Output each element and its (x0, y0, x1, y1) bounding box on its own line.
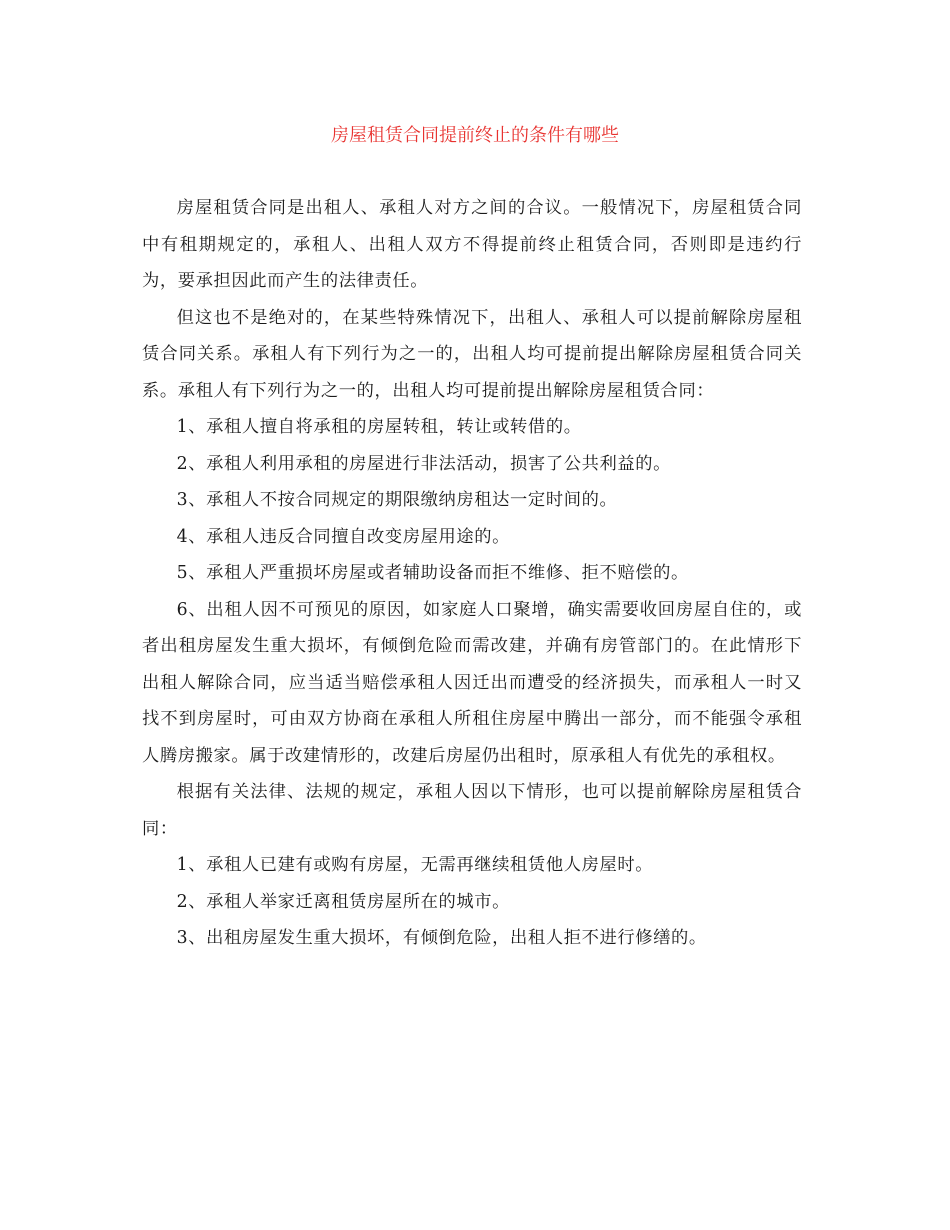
document-title: 房屋租赁合同提前终止的条件有哪些 (331, 125, 619, 146)
list-item-lessee-2: 2、承租人举家迁离租赁房屋所在的城市。 (176, 891, 511, 912)
list-item-lessor-6: 6、出租人因不可预见的原因，如家庭人口聚增，确实需要收回房屋自住的，或者出租房屋发生重大损坏，有倾倒危险而需改建，并确有房管部门的。在此情形下出租人解除合同，应当适当赔偿承租人因迁出而遭受的经济损失，而承租人一时又找不到房屋时，可由双方协商在承租人所租住房屋中腾出一部分，而不能强令承租人腾房搬家。属于改建情形的，改建后房屋仍出租时，原承租人有优先的承租权。 (142, 599, 802, 766)
list-item-lessor-3: 3、承租人不按合同规定的期限缴纳房租达一定时间的。 (176, 490, 618, 510)
document-body (142, 190, 802, 957)
list-item-lessor-1: 1、承租人擅自将承租的房屋转租，转让或转借的。 (176, 417, 582, 437)
list-item-lessee-1: 1、承租人已建有或购有房屋，无需再继续租赁他人房屋时。 (176, 855, 654, 875)
paragraph-intro: 房屋租赁合同是出租人、承租人对方之间的合议。一般情况下，房屋租赁合同中有租期规定的，承租人、出租人双方不得提前终止租赁合同，否则即是违约行为，要承担因此而产生的法律责任。 (142, 198, 802, 291)
list-item-lessor-4: 4、承租人违反合同擅自改变房屋用途的。 (176, 526, 511, 547)
list-item-lessee-3: 3、出租房屋发生重大损坏，有倾倒危险，出租人拒不进行修缮的。 (176, 928, 707, 948)
paragraph-lessee-rights: 根据有关法律、法规的规定，承租人因以下情形，也可以提前解除房屋租赁合同： (142, 782, 802, 839)
paragraph-exceptions: 但这也不是绝对的，在某些特殊情况下，出租人、承租人可以提前解除房屋租赁合同关系。承租人有下列行为之一的，出租人均可提前提出解除房屋租赁合同关系。承租人有下列行为之一的，出租人均可提前提出解除房屋租赁合同： (142, 307, 802, 401)
list-item-lessor-5: 5、承租人严重损坏房屋或者辅助设备而拒不维修、拒不赔偿的。 (176, 563, 689, 583)
list-item-lessor-2: 2、承租人利用承租的房屋进行非法活动，损害了公共利益的。 (176, 453, 671, 474)
